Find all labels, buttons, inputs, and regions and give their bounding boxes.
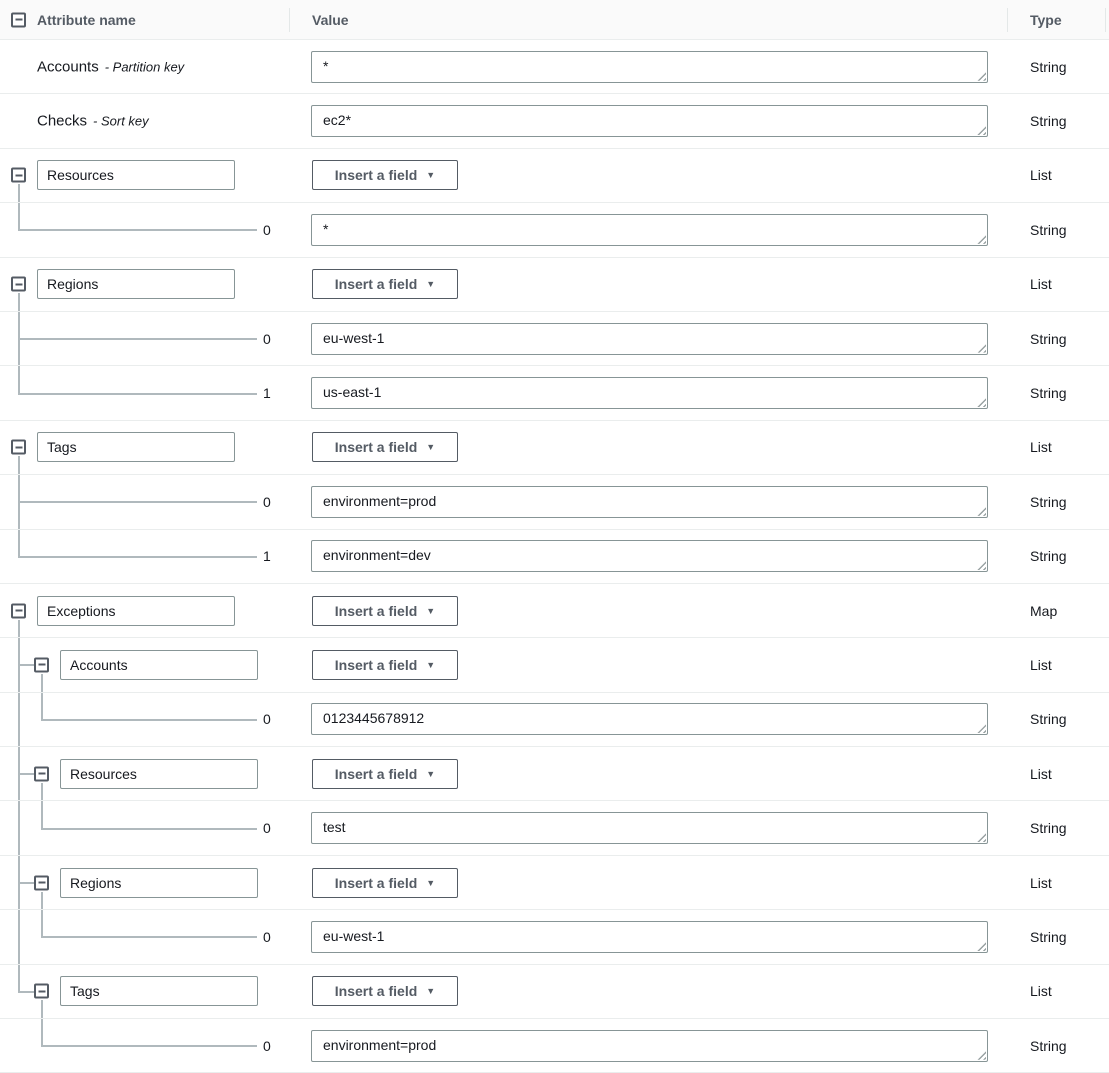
index-label: 0: [263, 928, 271, 945]
header-divider: [289, 8, 290, 32]
minus-icon: [38, 990, 45, 992]
attribute-value-textarea[interactable]: [311, 921, 988, 953]
type-label: List: [1030, 167, 1052, 184]
attribute-value-textarea[interactable]: [311, 51, 988, 83]
minus-icon: [15, 610, 22, 612]
attribute-value-textarea[interactable]: [311, 812, 988, 844]
table-row: [0, 638, 1109, 692]
insert-field-button[interactable]: [312, 759, 458, 789]
table-row: [0, 693, 1109, 747]
index-label: 1: [263, 385, 271, 402]
type-label: List: [1030, 276, 1052, 293]
insert-field-label: Insert a field: [334, 874, 418, 891]
type-label: Map: [1030, 602, 1058, 619]
value-field: [311, 214, 988, 246]
attribute-value-textarea[interactable]: [311, 486, 988, 518]
table-row: [0, 203, 1109, 257]
attribute-key-suffix: - Sort key: [93, 113, 149, 129]
table-row: [0, 258, 1109, 312]
collapse-toggle-button[interactable]: [34, 984, 49, 999]
value-field: [311, 921, 988, 953]
type-label: List: [1030, 439, 1052, 456]
table-row: [0, 801, 1109, 855]
table-row: [0, 40, 1109, 94]
index-label: 0: [263, 330, 271, 347]
attribute-table-body: [0, 40, 1109, 1073]
insert-field-label: Insert a field: [334, 983, 418, 1000]
caret-down-icon: ▼: [426, 986, 436, 997]
attribute-key-label: [37, 58, 184, 75]
value-field: [311, 540, 988, 572]
collapse-toggle-button[interactable]: [11, 440, 26, 455]
minus-icon: [15, 19, 22, 21]
insert-field-label: Insert a field: [334, 602, 418, 619]
column-header-value: Value: [312, 11, 349, 28]
attribute-key-label: [37, 113, 149, 130]
collapse-toggle-button[interactable]: [11, 168, 26, 183]
type-label: String: [1030, 711, 1067, 728]
attribute-name-input[interactable]: [60, 650, 258, 680]
table-row: [0, 965, 1109, 1019]
table-row: [0, 421, 1109, 475]
table-row: [0, 312, 1109, 366]
insert-field-label: Insert a field: [334, 167, 418, 184]
type-label: String: [1030, 113, 1067, 130]
table-row: [0, 747, 1109, 801]
table-row: [0, 910, 1109, 964]
index-label: 0: [263, 711, 271, 728]
attribute-value-textarea[interactable]: [311, 540, 988, 572]
collapse-toggle-button[interactable]: [34, 657, 49, 672]
caret-down-icon: ▼: [426, 877, 436, 888]
attribute-name-input[interactable]: [60, 868, 258, 898]
insert-field-button[interactable]: [312, 269, 458, 299]
attribute-key-suffix: - Partition key: [104, 59, 185, 75]
collapse-toggle-button[interactable]: [11, 603, 26, 618]
attribute-name-input[interactable]: [60, 976, 258, 1006]
collapse-toggle-button[interactable]: [34, 875, 49, 890]
table-row: [0, 530, 1109, 584]
minus-icon: [38, 882, 45, 884]
value-field: [311, 51, 988, 83]
attribute-value-textarea[interactable]: [311, 703, 988, 735]
index-label: 1: [263, 548, 271, 565]
insert-field-label: Insert a field: [334, 765, 418, 782]
attribute-value-textarea[interactable]: [311, 105, 988, 137]
value-field: [311, 703, 988, 735]
index-label: 0: [263, 1037, 271, 1054]
type-label: List: [1030, 874, 1052, 891]
insert-field-button[interactable]: [312, 868, 458, 898]
attribute-key-name: Checks: [37, 112, 88, 130]
value-field: [311, 1030, 988, 1062]
type-label: List: [1030, 765, 1052, 782]
insert-field-button[interactable]: [312, 432, 458, 462]
index-label: 0: [263, 221, 271, 238]
table-header: [0, 0, 1109, 40]
attribute-name-input[interactable]: [37, 596, 235, 626]
collapse-toggle-button[interactable]: [11, 277, 26, 292]
value-field: [311, 812, 988, 844]
header-divider: [1007, 8, 1008, 32]
index-label: 0: [263, 820, 271, 837]
caret-down-icon: ▼: [426, 170, 436, 181]
type-label: String: [1030, 1037, 1067, 1054]
type-label: List: [1030, 656, 1052, 673]
attribute-name-input[interactable]: [37, 432, 235, 462]
caret-down-icon: ▼: [426, 279, 436, 290]
attribute-name-input[interactable]: [37, 269, 235, 299]
minus-icon: [15, 174, 22, 176]
type-label: String: [1030, 385, 1067, 402]
value-field: [311, 486, 988, 518]
minus-icon: [38, 664, 45, 666]
table-row: [0, 149, 1109, 203]
caret-down-icon: ▼: [426, 659, 436, 670]
insert-field-label: Insert a field: [334, 439, 418, 456]
minus-icon: [15, 446, 22, 448]
column-header-attribute-name: Attribute name: [37, 11, 136, 28]
table-row: [0, 475, 1109, 529]
minus-icon: [15, 283, 22, 285]
collapse-all-button[interactable]: [11, 12, 26, 27]
insert-field-button[interactable]: [312, 160, 458, 190]
header-divider: [1105, 8, 1106, 32]
insert-field-button[interactable]: [312, 650, 458, 680]
minus-icon: [38, 773, 45, 775]
type-label: String: [1030, 58, 1067, 75]
attribute-key-name: Accounts: [37, 58, 99, 76]
type-label: String: [1030, 820, 1067, 837]
type-label: String: [1030, 548, 1067, 565]
insert-field-label: Insert a field: [334, 276, 418, 293]
caret-down-icon: ▼: [426, 768, 436, 779]
type-label: String: [1030, 221, 1067, 238]
attribute-name-input[interactable]: [60, 759, 258, 789]
insert-field-label: Insert a field: [334, 656, 418, 673]
value-field: [311, 323, 988, 355]
collapse-toggle-button[interactable]: [34, 766, 49, 781]
caret-down-icon: ▼: [426, 442, 436, 453]
column-header-type: Type: [1030, 11, 1062, 28]
attribute-value-textarea[interactable]: [311, 323, 988, 355]
type-label: String: [1030, 330, 1067, 347]
table-row: [0, 94, 1109, 148]
value-field: [311, 377, 988, 409]
insert-field-button[interactable]: [312, 596, 458, 626]
value-field: [311, 105, 988, 137]
caret-down-icon: ▼: [426, 605, 436, 616]
table-row: [0, 1019, 1109, 1073]
table-row: [0, 856, 1109, 910]
attribute-value-textarea[interactable]: [311, 1030, 988, 1062]
attribute-value-textarea[interactable]: [311, 377, 988, 409]
attribute-name-input[interactable]: [37, 160, 235, 190]
type-label: String: [1030, 928, 1067, 945]
table-row: [0, 584, 1109, 638]
type-label: String: [1030, 493, 1067, 510]
index-label: 0: [263, 493, 271, 510]
insert-field-button[interactable]: [312, 976, 458, 1006]
attribute-value-textarea[interactable]: [311, 214, 988, 246]
table-row: [0, 366, 1109, 420]
type-label: List: [1030, 983, 1052, 1000]
